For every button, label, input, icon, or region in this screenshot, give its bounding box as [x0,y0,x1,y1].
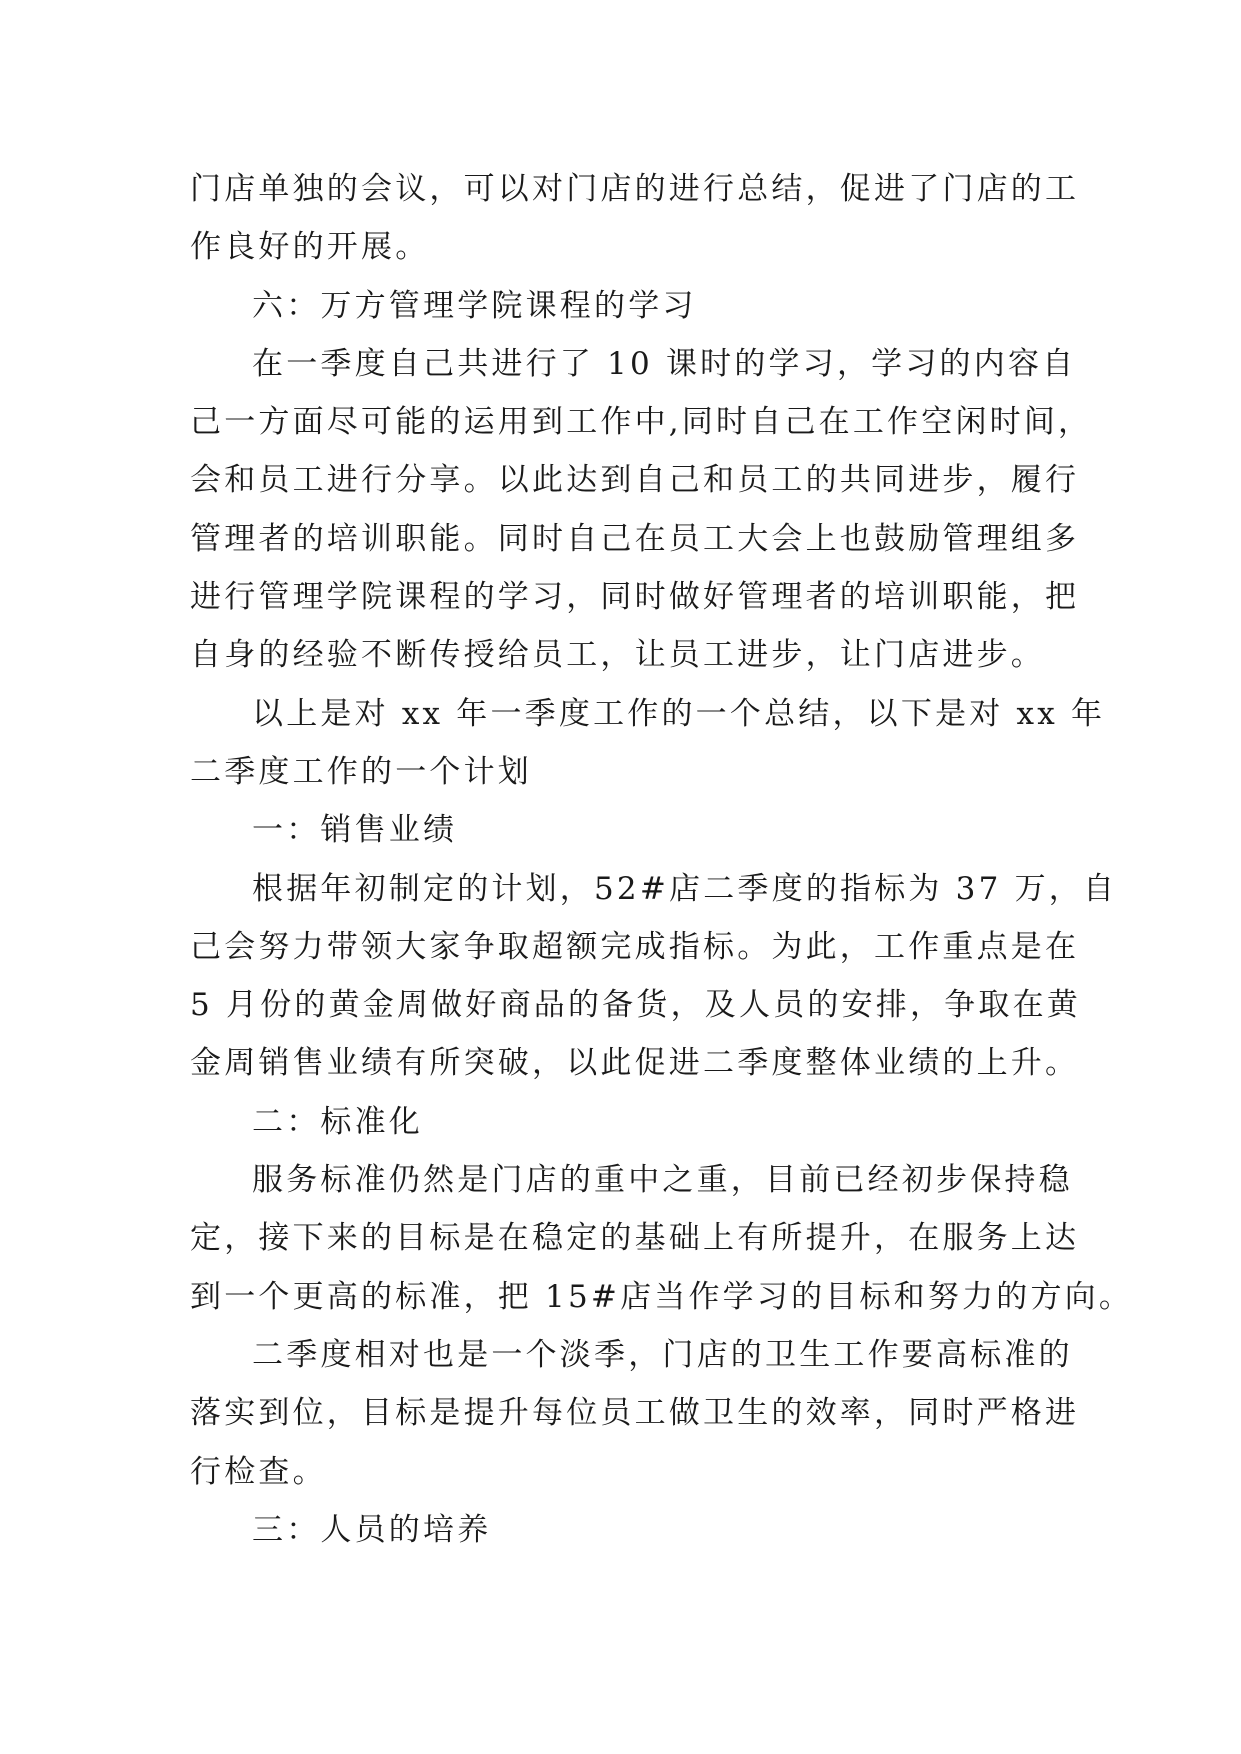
text-line: 根据年初制定的计划，52#店二季度的指标为 37 万，自 [252,870,1118,907]
text-line: 二季度工作的一个计划 [190,753,532,790]
text-line: 二季度相对也是一个淡季，门店的卫生工作要高标准的 [252,1336,1073,1373]
paragraph [190,1326,1080,1501]
text-line: 落实到位，目标是提升每位员工做卫生的效率，同时严格进 [190,1395,1080,1432]
text-line: 行检查。 [190,1453,327,1490]
paragraph [190,685,1106,802]
text-line: 作良好的开展。 [190,229,430,266]
text-line: 己一方面尽可能的运用到工作中,同时自己在工作空闲时间， [190,404,1093,441]
text-line: 5 月份的黄金周做好商品的备货，及人员的安排，争取在黄 [190,987,1081,1024]
text-line: 二：标准化 [252,1103,423,1140]
text-line: 六：万方管理学院课程的学习 [252,287,697,324]
text-line: 己会努力带领大家争取超额完成指标。为此，工作重点是在 [190,928,1080,965]
text-line: 一：销售业绩 [252,812,458,849]
paragraph [190,1151,1134,1326]
text-line: 以上是对 xx 年一季度工作的一个总结，以下是对 xx 年 [252,695,1106,732]
text-line: 会和员工进行分享。以此达到自己和员工的共同进步，履行 [190,462,1080,499]
text-line: 管理者的培训职能。同时自己在员工大会上也鼓励管理组多 [190,520,1080,557]
text-line: 进行管理学院课程的学习，同时做好管理者的培训职能，把 [190,579,1080,616]
paragraph [190,860,1118,1093]
text-line: 在一季度自己共进行了 10 课时的学习，学习的内容自 [252,345,1077,382]
paragraph [190,335,1093,685]
text-line: 三：人员的培养 [252,1511,492,1548]
paragraph [190,160,1080,277]
paragraph [190,801,1060,859]
text-line: 自身的经验不断传授给员工，让员工进步，让门店进步。 [190,637,1045,674]
paragraph [190,277,1060,335]
text-line: 到一个更高的标准，把 15#店当作学习的目标和努力的方向。 [190,1278,1134,1315]
document-body [190,160,1134,1559]
paragraph [190,1093,1060,1151]
text-line: 服务标准仍然是门店的重中之重，目前已经初步保持稳 [252,1162,1073,1199]
text-line: 定，接下来的目标是在稳定的基础上有所提升，在服务上达 [190,1220,1080,1257]
text-line: 门店单独的会议，可以对门店的进行总结，促进了门店的工 [190,171,1080,207]
text-line: 金周销售业绩有所突破，以此促进二季度整体业绩的上升。 [190,1045,1080,1082]
paragraph [190,1501,1060,1559]
